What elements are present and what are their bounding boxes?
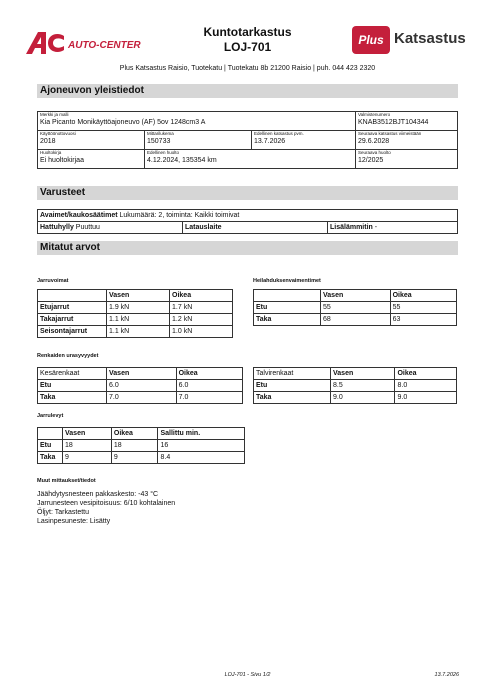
winter-header-right: Oikea xyxy=(395,368,457,380)
odometer-label: Mittarilukema xyxy=(147,131,174,136)
discs-value: 9 xyxy=(63,452,112,464)
winter-value: 9.0 xyxy=(331,392,395,404)
plus-badge: Plus xyxy=(352,26,390,54)
year-cell xyxy=(38,131,145,150)
discs-value: 8.4 xyxy=(158,452,245,464)
winter-row-label: Taka xyxy=(254,392,331,404)
plate-number: LOJ-701 xyxy=(223,40,272,54)
winter-value: 9.0 xyxy=(395,392,457,404)
hat-shelf-label: Hattuhylly xyxy=(40,224,74,231)
last-service-value: 4.12.2024, 135354 km xyxy=(147,157,217,164)
brakes-value: 1.2 kN xyxy=(170,314,233,326)
next-service-label: Seuraava huolto xyxy=(358,150,391,155)
station-address: Plus Katsastus Raisio, Tuotekatu | Tuotekatu 8b 21200 Raisio | puh. 044 423 2320 xyxy=(119,65,376,72)
year-value: 2018 xyxy=(40,138,56,145)
next-inspection-label: Seuraava katsastus viimeistään xyxy=(358,131,422,136)
heater-cell xyxy=(328,222,458,234)
vin-label: Valmistenumero xyxy=(358,112,391,117)
prev-inspection-cell xyxy=(252,131,356,150)
brakes-value: 1.1 kN xyxy=(107,314,170,326)
section-equipment-heading: Varusteet xyxy=(37,186,458,200)
service-book-cell xyxy=(38,150,145,169)
summer-header-left: Vasen xyxy=(107,368,177,380)
other-measurements-list xyxy=(37,490,175,526)
brakes-value: 1.0 kN xyxy=(170,326,233,338)
washer-fluid-line: Lasinpesuneste: Lisätty xyxy=(37,518,111,525)
shocks-value: 55 xyxy=(321,302,391,314)
discs-row-label: Etu xyxy=(38,440,63,452)
shocks-title: Heilahduksenvaimentimet xyxy=(253,278,321,284)
make-model-cell xyxy=(38,112,356,131)
shocks-value: 55 xyxy=(390,302,456,314)
discs-value: 18 xyxy=(111,440,158,452)
winter-header: Talvirenkaat xyxy=(254,368,331,380)
shocks-header-left: Vasen xyxy=(321,290,391,302)
brakes-header-right: Oikea xyxy=(170,290,233,302)
next-service-value: 12/2025 xyxy=(358,157,384,164)
service-book-label: Huoltokirja xyxy=(40,150,62,155)
make-label: Merkki ja malli xyxy=(40,112,69,117)
last-service-label: Edellinen huolto xyxy=(147,150,180,155)
brake-fluid-line: Jarrunesteen vesipitoisuus: 6/10 kohtalainen xyxy=(37,500,176,507)
section-measurements-heading: Mitatut arvot xyxy=(37,241,458,255)
other-measurements-title: Muut mittaukset/tiedot xyxy=(37,478,96,484)
title-text: Kuntotarkastus xyxy=(203,25,292,39)
heater-value: - xyxy=(374,224,378,231)
general-info-table xyxy=(37,111,458,169)
winter-value: 8.5 xyxy=(331,380,395,392)
discs-row-label: Taka xyxy=(38,452,63,464)
shocks-row-label: Taka xyxy=(254,314,321,326)
discs-value: 18 xyxy=(63,440,112,452)
winter-row-label: Etu xyxy=(254,380,331,392)
discs-header-left: Vasen xyxy=(63,428,112,440)
plus-katsastus-logo xyxy=(352,26,472,56)
vin-cell xyxy=(356,112,458,131)
discs-header-right: Oikea xyxy=(111,428,158,440)
winter-value: 8.0 xyxy=(395,380,457,392)
vin-value: KNAB3512BJT104344 xyxy=(358,119,429,126)
summer-row-label: Taka xyxy=(38,392,107,404)
summer-header: Kesärenkaat xyxy=(38,368,107,380)
auto-center-logo xyxy=(24,28,149,58)
footer-date: 13.7.2026 xyxy=(434,672,459,678)
odometer-cell xyxy=(145,131,252,150)
shocks-table xyxy=(253,289,457,326)
prev-inspection-value: 13.7.2026 xyxy=(254,138,286,145)
service-book-value: Ei huoltokirjaa xyxy=(40,157,84,164)
shocks-header-blank xyxy=(254,290,321,302)
brakes-header-blank xyxy=(38,290,107,302)
document-title xyxy=(170,25,325,55)
charger-label: Latauslaite xyxy=(185,224,222,231)
summer-header-right: Oikea xyxy=(176,368,242,380)
summer-value: 6.0 xyxy=(176,380,242,392)
hat-shelf-cell xyxy=(38,222,183,234)
brakes-header-left: Vasen xyxy=(107,290,170,302)
next-inspection-value: 29.6.2028 xyxy=(358,138,390,145)
hat-shelf-value: Puuttuu xyxy=(75,224,100,231)
svg-text:AUTO-CENTER: AUTO-CENTER xyxy=(68,40,141,51)
summer-value: 6.0 xyxy=(107,380,177,392)
discs-value: 16 xyxy=(158,440,245,452)
discs-value: 9 xyxy=(111,452,158,464)
brakes-row-label: Seisontajarrut xyxy=(38,326,107,338)
brakes-value: 1.1 kN xyxy=(107,326,170,338)
shocks-row-label: Etu xyxy=(254,302,321,314)
next-service-cell xyxy=(356,150,458,169)
coolant-line: Jäähdytysnesteen pakkaskesto: -43 °C xyxy=(37,491,159,498)
equipment-table xyxy=(37,209,458,234)
summer-value: 7.0 xyxy=(176,392,242,404)
brake-discs-table xyxy=(37,427,245,464)
brake-discs-title: Jarrulevyt xyxy=(37,413,64,419)
brakes-value: 1.9 kN xyxy=(107,302,170,314)
shocks-header-right: Oikea xyxy=(390,290,456,302)
year-label: Käyttöönottovuosi xyxy=(40,131,76,136)
summer-value: 7.0 xyxy=(107,392,177,404)
last-service-cell xyxy=(145,150,356,169)
keys-label: Avaimet/kaukosäätimet xyxy=(40,212,118,219)
make-value: Kia Picanto Monikäyttöajoneuvo (AF) 5ov 1248cm3 A xyxy=(40,119,206,126)
tread-depth-title: Renkaiden urasyvyydet xyxy=(37,353,99,359)
heater-label: Lisälämmitin xyxy=(330,224,373,231)
discs-header-min: Sallittu min. xyxy=(158,428,245,440)
next-inspection-cell xyxy=(356,131,458,150)
page-number: LOJ-701 - Sivu 1/2 xyxy=(224,672,271,678)
brakes-table xyxy=(37,289,233,338)
shocks-value: 63 xyxy=(390,314,456,326)
keys-row xyxy=(38,210,458,222)
katsastus-wordmark: Katsastus xyxy=(394,30,466,47)
discs-header-blank xyxy=(38,428,63,440)
shocks-value: 68 xyxy=(321,314,391,326)
summer-tires-table xyxy=(37,367,243,404)
brakes-value: 1.7 kN xyxy=(170,302,233,314)
winter-tires-table xyxy=(253,367,457,404)
section-general-heading: Ajoneuvon yleistiedot xyxy=(37,84,458,98)
winter-header-left: Vasen xyxy=(331,368,395,380)
prev-inspection-label: Edellinen katsastus pvm. xyxy=(254,131,304,136)
oils-line: Öljyt: Tarkastettu xyxy=(37,509,90,516)
keys-value: Lukumäärä: 2, toiminta: Kaikki toimivat xyxy=(119,212,240,219)
brakes-row-label: Takajarrut xyxy=(38,314,107,326)
brakes-title: Jarruvoimat xyxy=(37,278,69,284)
brakes-row-label: Etujarrut xyxy=(38,302,107,314)
summer-row-label: Etu xyxy=(38,380,107,392)
odometer-value: 150733 xyxy=(147,138,171,145)
charger-cell xyxy=(183,222,328,234)
